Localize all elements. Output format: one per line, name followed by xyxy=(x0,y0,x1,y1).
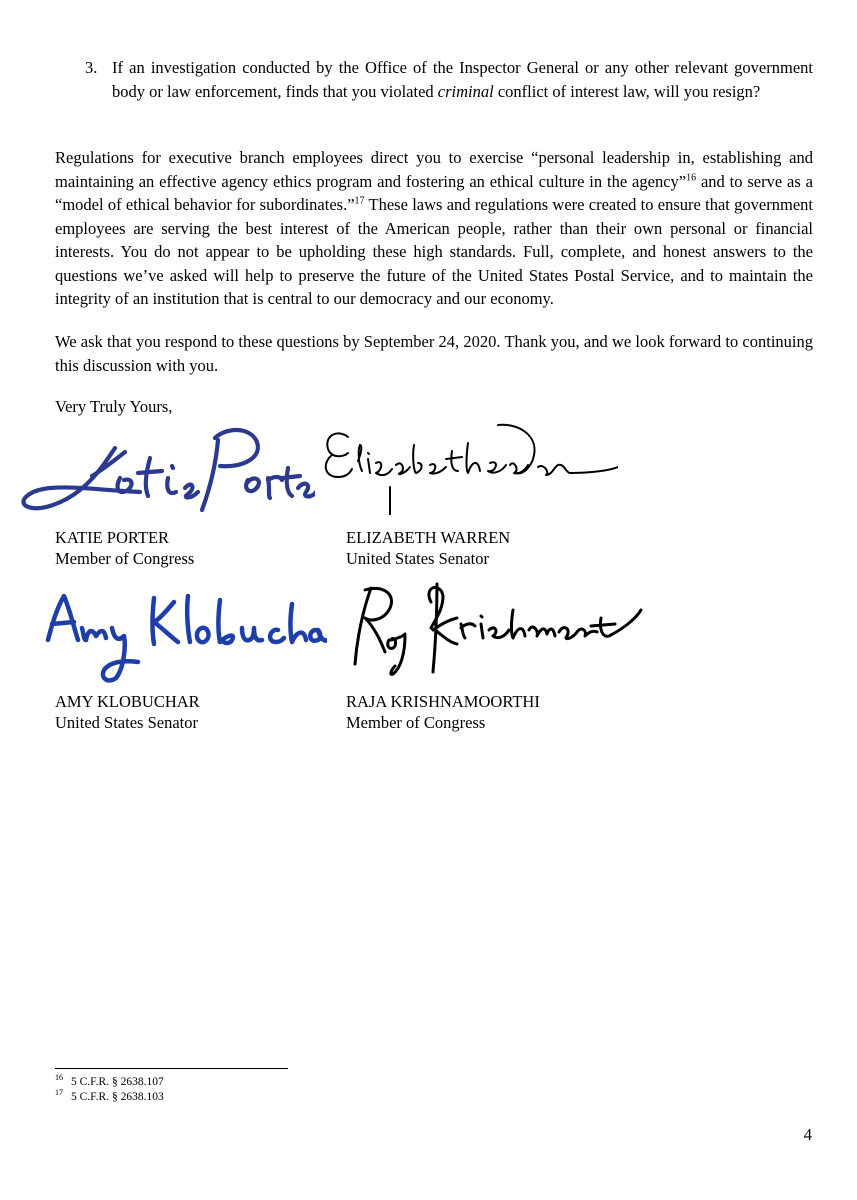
signature-image xyxy=(318,415,618,515)
signature-amy-klobuchar xyxy=(42,588,327,688)
paragraph-text: Regulations for executive branch employees direct you to exercise “personal leadership in, establishing and maintaining an effective agency ethics program and fostering an ethical culture in the agency” xyxy=(55,148,813,191)
footnote-text: 5 C.F.R. § 2638.103 xyxy=(71,1091,164,1103)
signatory-name: KATIE PORTER xyxy=(55,528,170,547)
footnote-divider xyxy=(55,1068,288,1069)
signature-katie-porter xyxy=(20,418,315,518)
signatory-title: United States Senator xyxy=(346,549,489,568)
signatory-name: AMY KLOBUCHAR xyxy=(55,692,200,711)
signatory-amy-klobuchar xyxy=(55,691,200,733)
signatory-elizabeth-warren xyxy=(346,527,510,569)
question-item-3 xyxy=(85,56,813,103)
footnote-16 xyxy=(55,1075,164,1089)
signatory-title: Member of Congress xyxy=(55,549,195,568)
question-emphasis: criminal xyxy=(437,81,494,101)
page-number: 4 xyxy=(803,1125,812,1144)
signatory-name: RAJA KRISHNAMOORTHI xyxy=(346,692,540,711)
footnote-text: 5 C.F.R. § 2638.107 xyxy=(71,1076,164,1088)
signature-image xyxy=(42,588,327,688)
question-number: 3. xyxy=(85,58,98,77)
question-text-part: If an investigation conducted by the Office of the Inspector General or any other relevant government body or law enforcement, finds that you violated xyxy=(112,58,813,101)
signatory-title: Member of Congress xyxy=(346,713,486,732)
paragraph-regulations xyxy=(55,146,813,311)
signature-raja-krishnamoorthi xyxy=(345,580,645,680)
signatory-name: ELIZABETH WARREN xyxy=(346,528,511,547)
paragraph-request: We ask that you respond to these questions by September 24, 2020. Thank you, and we look forward to continuing this discussion with you. xyxy=(55,332,813,375)
closing-salutation: Very Truly Yours, xyxy=(55,397,173,416)
signature-image xyxy=(20,418,315,518)
signatory-katie-porter xyxy=(55,527,194,569)
signature-image xyxy=(345,580,645,680)
signature-elizabeth-warren xyxy=(318,415,618,515)
footnote-ref: 16 xyxy=(686,172,697,183)
paragraph-text: and to serve as a “model of ethical behavior for subordinates.” xyxy=(55,171,813,214)
signatory-title: United States Senator xyxy=(55,713,198,732)
question-text xyxy=(112,56,813,103)
footnote-number: 16 xyxy=(55,1073,63,1083)
signatory-raja-krishnamoorthi xyxy=(346,691,540,733)
footnote-number: 17 xyxy=(55,1088,63,1098)
question-text-part: conflict of interest law, will you resign? xyxy=(493,81,761,101)
footnote-17 xyxy=(55,1090,164,1104)
paragraph-text: These laws and regulations were created to ensure that government employees are serving the best interest of the American people, rather than their own personal or financial interests. You do not appear to be upholding these high standards. Full, complete, and honest answers to the questions we’ve asked will help to preserve the future of the United States Postal Service, and to maintain the integrity of an institution that is central to our democracy and our economy. xyxy=(55,195,813,308)
footnote-ref: 17 xyxy=(354,195,365,207)
